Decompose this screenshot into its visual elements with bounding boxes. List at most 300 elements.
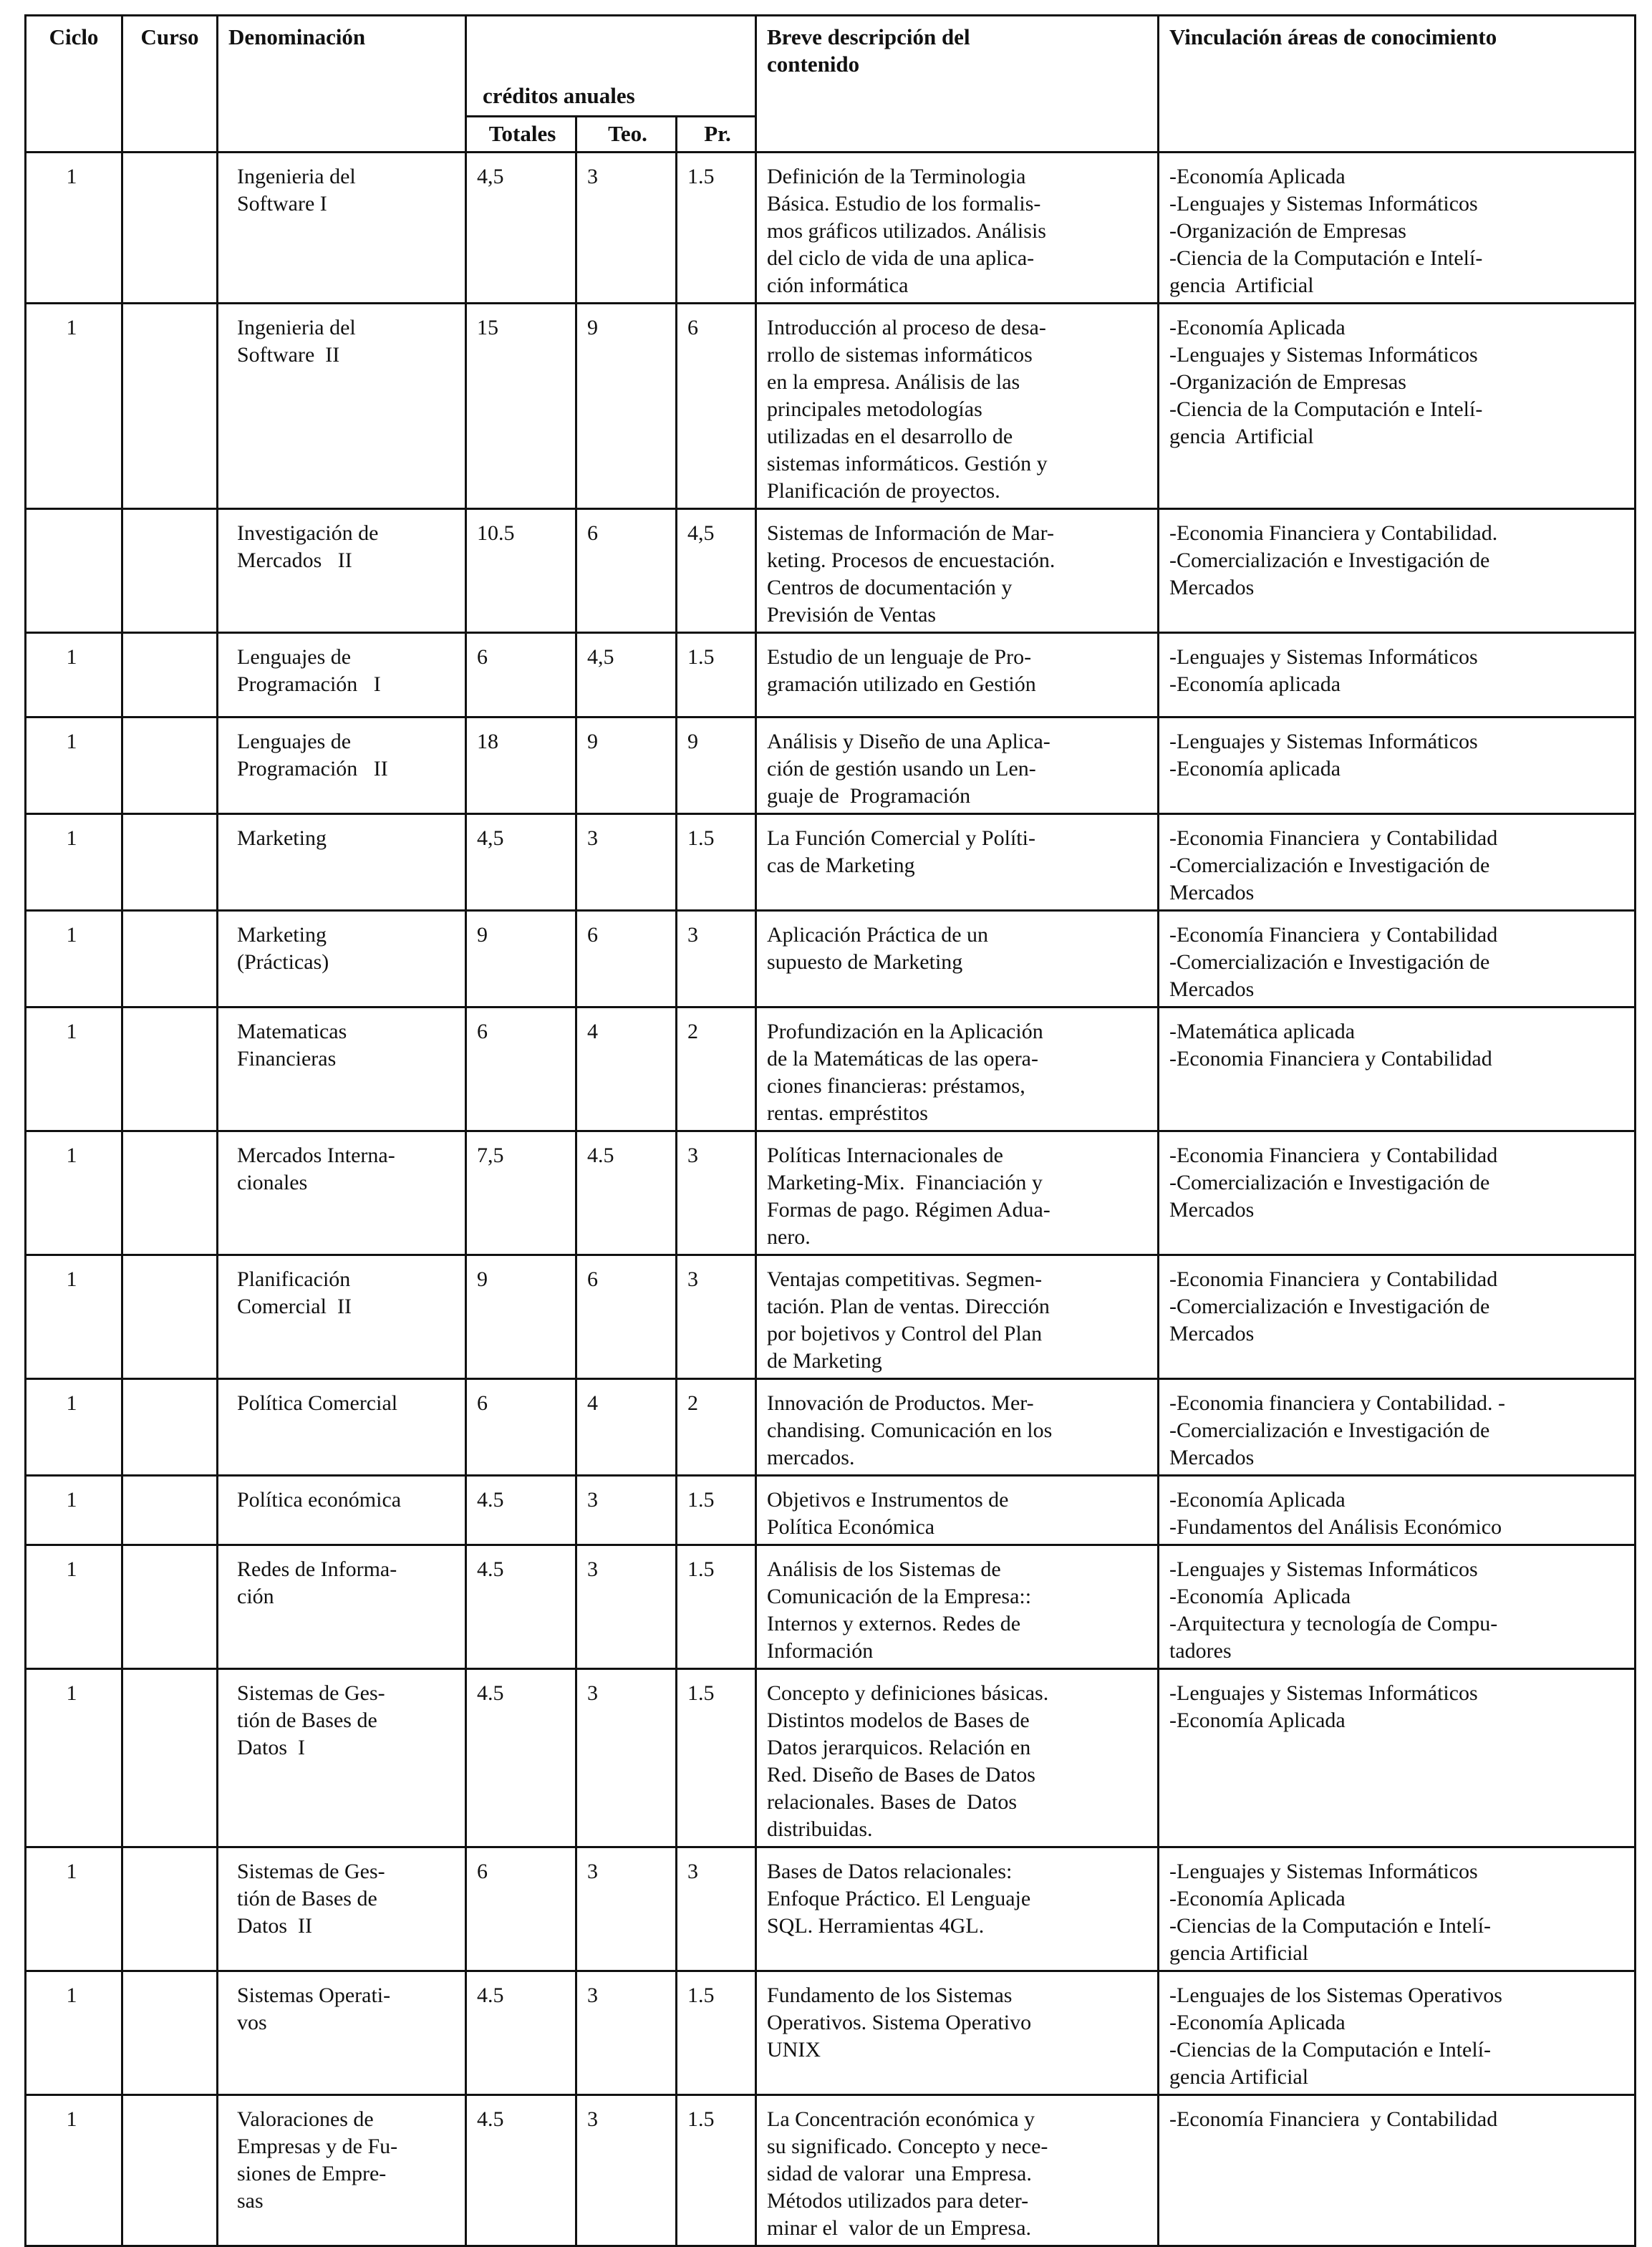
vinculacion-cell-line: -Economía Aplicada — [1169, 2011, 1346, 2034]
table-row — [26, 717, 1636, 814]
denominacion-cell-line: Empresas y de Fu- — [237, 2135, 398, 2158]
header-teo: Teo. — [576, 117, 677, 153]
creditos-pr-cell: 4,5 — [677, 509, 756, 633]
denominacion-cell-line: Software II — [237, 343, 340, 367]
creditos-teo-cell: 6 — [576, 911, 677, 1007]
creditos-teo-cell: 3 — [576, 2095, 677, 2246]
vinculacion-cell-line: -Comercialización e Investigación de — [1169, 1419, 1490, 1442]
descripcion-cell — [756, 1255, 1159, 1379]
curso-cell — [122, 1545, 218, 1669]
vinculacion-cell-line: -Economía Aplicada — [1169, 1709, 1346, 1732]
vinculacion-cell-line: -Comercialización e Investigación de — [1169, 854, 1490, 877]
denominacion-cell-line: cionales — [237, 1171, 308, 1194]
denominacion-cell — [218, 304, 466, 509]
descripcion-cell-line: tación. Plan de ventas. Dirección — [767, 1295, 1050, 1318]
descripcion-cell-line: Marketing-Mix. Financiación y — [767, 1171, 1043, 1194]
denominacion-cell — [218, 814, 466, 911]
denominacion-cell-line: ción — [237, 1585, 274, 1608]
descripcion-cell-line: Comunicación de la Empresa:: — [767, 1585, 1032, 1608]
vinculacion-cell-line: -Economia Financiera y Contabilidad — [1169, 1047, 1492, 1071]
table-row — [26, 911, 1636, 1007]
table-row — [26, 1545, 1636, 1669]
vinculacion-cell — [1159, 1545, 1636, 1669]
denominacion-cell-line: Programación II — [237, 757, 388, 781]
ciclo-cell: 1 — [26, 1007, 122, 1131]
vinculacion-cell-line: tadores — [1169, 1639, 1232, 1663]
denominacion-cell — [218, 2095, 466, 2246]
ciclo-cell: 1 — [26, 304, 122, 509]
descripcion-cell-line: Planificación de proyectos. — [767, 479, 1000, 503]
denominacion-cell — [218, 1847, 466, 1971]
table-header — [26, 16, 1636, 153]
creditos-pr-cell: 2 — [677, 1007, 756, 1131]
creditos-totales-cell: 18 — [466, 717, 576, 814]
denominacion-cell-line: siones de Empre- — [237, 2162, 387, 2185]
descripcion-cell — [756, 1847, 1159, 1971]
denominacion-cell — [218, 633, 466, 717]
denominacion-cell-line: Ingenieria del — [237, 165, 356, 188]
creditos-teo-cell: 3 — [576, 153, 677, 304]
header-vinculacion: Vinculación áreas de conocimiento — [1159, 16, 1636, 153]
denominacion-cell — [218, 153, 466, 304]
header-denominacion: Denominación — [218, 16, 466, 153]
creditos-pr-cell: 1.5 — [677, 633, 756, 717]
vinculacion-cell-line: -Comercialización e Investigación de — [1169, 549, 1490, 572]
ciclo-cell: 1 — [26, 2095, 122, 2246]
vinculacion-cell-line: -Economia Financiera y Contabilidad — [1169, 826, 1498, 850]
vinculacion-cell-line: -Comercialización e Investigación de — [1169, 950, 1490, 974]
vinculacion-cell-line: Mercados — [1169, 977, 1255, 1001]
creditos-pr-cell: 2 — [677, 1379, 756, 1476]
descripcion-cell-line: mercados. — [767, 1446, 855, 1469]
descripcion-cell-line: Introducción al proceso de desa- — [767, 316, 1046, 339]
vinculacion-cell — [1159, 1476, 1636, 1545]
table-row — [26, 1669, 1636, 1847]
vinculacion-cell-line: gencia Artificial — [1169, 274, 1314, 297]
descripcion-cell-line: minar el valor de un Empresa. — [767, 2216, 1032, 2240]
descripcion-cell-line: utilizadas en el desarrollo de — [767, 425, 1013, 448]
descripcion-cell — [756, 1971, 1159, 2095]
creditos-teo-cell: 3 — [576, 1476, 677, 1545]
creditos-totales-cell: 4.5 — [466, 1476, 576, 1545]
descripcion-cell-line: distribuidas. — [767, 1817, 873, 1841]
descripcion-cell-line: Bases de Datos relacionales: — [767, 1860, 1013, 1883]
descripcion-cell — [756, 633, 1159, 717]
vinculacion-cell-line: -Ciencia de la Computación e Intelí- — [1169, 397, 1483, 421]
denominacion-cell-line: Redes de Informa- — [237, 1557, 397, 1581]
vinculacion-cell-line: Mercados — [1169, 1446, 1255, 1469]
descripcion-cell-line: Políticas Internacionales de — [767, 1144, 1003, 1167]
header-descripcion-line: contenido — [767, 52, 860, 77]
descripcion-cell-line: supuesto de Marketing — [767, 950, 963, 974]
descripcion-cell-line: Métodos utilizados para deter- — [767, 2189, 1029, 2213]
descripcion-cell — [756, 153, 1159, 304]
creditos-pr-cell: 3 — [677, 1255, 756, 1379]
vinculacion-cell-line: -Lenguajes y Sistemas Informáticos — [1169, 192, 1478, 216]
denominacion-cell — [218, 1255, 466, 1379]
descripcion-cell — [756, 911, 1159, 1007]
descripcion-cell-line: SQL. Herramientas 4GL. — [767, 1914, 985, 1938]
ciclo-cell: 1 — [26, 1476, 122, 1545]
vinculacion-cell-line: Mercados — [1169, 576, 1255, 599]
vinculacion-cell-line: -Ciencias de la Computación e Intelí- — [1169, 2038, 1492, 2062]
vinculacion-cell — [1159, 2095, 1636, 2246]
descripcion-cell-line: Estudio de un lenguaje de Pro- — [767, 645, 1032, 669]
descripcion-cell-line: Operativos. Sistema Operativo — [767, 2011, 1032, 2034]
descripcion-cell-line: gramación utilizado en Gestión — [767, 672, 1036, 696]
creditos-totales-cell: 6 — [466, 1007, 576, 1131]
descripcion-cell-line: Análisis de los Sistemas de — [767, 1557, 1001, 1581]
vinculacion-cell-line: Mercados — [1169, 1198, 1255, 1222]
descripcion-cell-line: de la Matemáticas de las opera- — [767, 1047, 1038, 1071]
curso-cell — [122, 1255, 218, 1379]
creditos-pr-cell: 1.5 — [677, 153, 756, 304]
vinculacion-cell-line: -Economía aplicada — [1169, 672, 1341, 696]
ciclo-cell: 1 — [26, 1131, 122, 1255]
creditos-teo-cell: 6 — [576, 1255, 677, 1379]
vinculacion-cell-line: -Economía Financiera y Contabilidad — [1169, 2107, 1498, 2131]
descripcion-cell-line: Definición de la Terminologia — [767, 165, 1026, 188]
creditos-pr-cell: 6 — [677, 304, 756, 509]
denominacion-cell — [218, 911, 466, 1007]
descripcion-cell-line: nero. — [767, 1225, 811, 1249]
header-descripcion — [756, 16, 1159, 153]
ciclo-cell: 1 — [26, 1847, 122, 1971]
descripcion-cell-line: Sistemas de Información de Mar- — [767, 521, 1054, 545]
table-row — [26, 2095, 1636, 2246]
ciclo-cell: 1 — [26, 153, 122, 304]
table-row — [26, 304, 1636, 509]
denominacion-cell-line: sas — [237, 2189, 264, 2213]
vinculacion-cell-line: -Economía Financiera y Contabilidad — [1169, 923, 1498, 947]
vinculacion-cell-line: -Lenguajes de los Sistemas Operativos — [1169, 1983, 1502, 2007]
descripcion-cell-line: Internos y externos. Redes de — [767, 1612, 1021, 1635]
descripcion-cell-line: Enfoque Práctico. El Lenguaje — [767, 1887, 1031, 1910]
descripcion-cell — [756, 1007, 1159, 1131]
descripcion-cell-line: relacionales. Bases de Datos — [767, 1790, 1018, 1814]
descripcion-cell-line: chandising. Comunicación en los — [767, 1419, 1053, 1442]
header-pr: Pr. — [677, 117, 756, 153]
creditos-totales-cell: 4.5 — [466, 1545, 576, 1669]
creditos-teo-cell: 3 — [576, 1545, 677, 1669]
table-row — [26, 1971, 1636, 2095]
curso-cell — [122, 2095, 218, 2246]
vinculacion-cell — [1159, 717, 1636, 814]
creditos-pr-cell: 1.5 — [677, 814, 756, 911]
denominacion-cell — [218, 1131, 466, 1255]
vinculacion-cell-line: -Organización de Empresas — [1169, 219, 1406, 243]
ciclo-cell: 1 — [26, 717, 122, 814]
vinculacion-cell-line: -Lenguajes y Sistemas Informáticos — [1169, 1557, 1478, 1581]
descripcion-cell-line: Previsión de Ventas — [767, 603, 937, 627]
descripcion-cell-line: rentas. empréstitos — [767, 1101, 928, 1125]
descripcion-cell — [756, 814, 1159, 911]
descripcion-cell-line: Información — [767, 1639, 874, 1663]
curso-cell — [122, 1131, 218, 1255]
vinculacion-cell-line: -Lenguajes y Sistemas Informáticos — [1169, 343, 1478, 367]
vinculacion-cell-line: -Economía aplicada — [1169, 757, 1341, 781]
curso-cell — [122, 1669, 218, 1847]
denominacion-cell-line: Lenguajes de — [237, 730, 352, 753]
vinculacion-cell — [1159, 1255, 1636, 1379]
table-row — [26, 1255, 1636, 1379]
creditos-pr-cell: 1.5 — [677, 1669, 756, 1847]
descripcion-cell-line: Básica. Estudio de los formalis- — [767, 192, 1041, 216]
creditos-totales-cell: 6 — [466, 1847, 576, 1971]
creditos-teo-cell: 3 — [576, 1971, 677, 2095]
vinculacion-cell-line: -Economia Financiera y Contabilidad — [1169, 1144, 1498, 1167]
curso-cell — [122, 633, 218, 717]
descripcion-cell-line: Objetivos e Instrumentos de — [767, 1488, 1009, 1512]
denominacion-cell-line: Comercial II — [237, 1295, 352, 1318]
denominacion-cell-line: Sistemas de Ges- — [237, 1681, 385, 1705]
denominacion-cell — [218, 717, 466, 814]
curso-cell — [122, 1007, 218, 1131]
descripcion-cell — [756, 1131, 1159, 1255]
header-creditos-anuales: créditos anuales — [466, 16, 756, 117]
denominacion-cell-line: vos — [237, 2011, 267, 2034]
denominacion-cell-line: Mercados II — [237, 549, 352, 572]
creditos-pr-cell: 3 — [677, 1131, 756, 1255]
ciclo-cell: 1 — [26, 633, 122, 717]
curso-cell — [122, 1847, 218, 1971]
denominacion-cell — [218, 1379, 466, 1476]
descripcion-cell-line: guaje de Programación — [767, 784, 971, 808]
creditos-totales-cell: 4.5 — [466, 1669, 576, 1847]
header-ciclo: Ciclo — [26, 16, 122, 153]
vinculacion-cell — [1159, 153, 1636, 304]
vinculacion-cell-line: -Lenguajes y Sistemas Informáticos — [1169, 730, 1478, 753]
denominacion-cell-line: Lenguajes de — [237, 645, 352, 669]
vinculacion-cell-line: -Economia financiera y Contabilidad. - — [1169, 1391, 1505, 1415]
vinculacion-cell — [1159, 1669, 1636, 1847]
ciclo-cell: 1 — [26, 1255, 122, 1379]
vinculacion-cell-line: -Arquitectura y tecnología de Compu- — [1169, 1612, 1498, 1635]
creditos-teo-cell: 3 — [576, 1847, 677, 1971]
vinculacion-cell — [1159, 814, 1636, 911]
vinculacion-cell-line: -Economia Financiera y Contabilidad. — [1169, 521, 1498, 545]
denominacion-cell — [218, 1545, 466, 1669]
denominacion-cell — [218, 1007, 466, 1131]
descripcion-cell-line: por bojetivos y Control del Plan — [767, 1322, 1043, 1345]
creditos-teo-cell: 4,5 — [576, 633, 677, 717]
vinculacion-cell-line: -Economía Aplicada — [1169, 316, 1346, 339]
creditos-totales-cell: 4,5 — [466, 153, 576, 304]
descripcion-cell-line: Centros de documentación y — [767, 576, 1013, 599]
descripcion-cell — [756, 717, 1159, 814]
creditos-teo-cell: 9 — [576, 304, 677, 509]
descripcion-cell-line: Aplicación Práctica de un — [767, 923, 989, 947]
curso-cell — [122, 911, 218, 1007]
ciclo-cell: 1 — [26, 1669, 122, 1847]
descripcion-cell-line: Concepto y definiciones básicas. — [767, 1681, 1049, 1705]
table-row — [26, 1847, 1636, 1971]
descripcion-cell-line: rrollo de sistemas informáticos — [767, 343, 1033, 367]
curso-cell — [122, 1379, 218, 1476]
curriculum-table — [24, 14, 1636, 2247]
descripcion-cell-line: Distintos modelos de Bases de — [767, 1709, 1030, 1732]
descripcion-cell-line: Innovación de Productos. Mer- — [767, 1391, 1034, 1415]
denominacion-cell-line: Marketing — [237, 923, 327, 947]
vinculacion-cell-line: -Matemática aplicada — [1169, 1020, 1356, 1043]
descripcion-cell-line: ción de gestión usando un Len- — [767, 757, 1036, 781]
ciclo-cell: 1 — [26, 1971, 122, 2095]
descripcion-cell-line: Red. Diseño de Bases de Datos — [767, 1763, 1035, 1787]
table-body — [26, 153, 1636, 2246]
descripcion-cell-line: UNIX — [767, 2038, 821, 2062]
curso-cell — [122, 1971, 218, 2095]
creditos-teo-cell: 6 — [576, 509, 677, 633]
vinculacion-cell-line: -Economia Financiera y Contabilidad — [1169, 1267, 1498, 1291]
table-row — [26, 1131, 1636, 1255]
curso-cell — [122, 304, 218, 509]
vinculacion-cell — [1159, 509, 1636, 633]
header-descripcion-line: Breve descripción del — [767, 24, 970, 49]
vinculacion-cell-line: -Comercialización e Investigación de — [1169, 1295, 1490, 1318]
vinculacion-cell-line: Mercados — [1169, 881, 1255, 904]
vinculacion-cell-line: Mercados — [1169, 1322, 1255, 1345]
vinculacion-cell-line: -Economía Aplicada — [1169, 165, 1346, 188]
vinculacion-cell — [1159, 1847, 1636, 1971]
vinculacion-cell-line: gencia Artificial — [1169, 1941, 1309, 1965]
curso-cell — [122, 1476, 218, 1545]
vinculacion-cell-line: -Economía Aplicada — [1169, 1488, 1346, 1512]
descripcion-cell-line: ciones financieras: préstamos, — [767, 1074, 1025, 1098]
denominacion-cell-line: Política económica — [237, 1488, 402, 1512]
creditos-pr-cell: 9 — [677, 717, 756, 814]
creditos-totales-cell: 10.5 — [466, 509, 576, 633]
creditos-teo-cell: 3 — [576, 1669, 677, 1847]
descripcion-cell-line: sistemas informáticos. Gestión y — [767, 452, 1048, 475]
denominacion-cell-line: Sistemas de Ges- — [237, 1860, 385, 1883]
curso-cell — [122, 814, 218, 911]
vinculacion-cell — [1159, 911, 1636, 1007]
creditos-totales-cell: 15 — [466, 304, 576, 509]
vinculacion-cell-line: gencia Artificial — [1169, 2065, 1309, 2089]
vinculacion-cell-line: -Lenguajes y Sistemas Informáticos — [1169, 645, 1478, 669]
vinculacion-cell — [1159, 1379, 1636, 1476]
denominacion-cell-line: Datos II — [237, 1914, 312, 1938]
table-row — [26, 1476, 1636, 1545]
creditos-pr-cell: 1.5 — [677, 1971, 756, 2095]
denominacion-cell — [218, 1476, 466, 1545]
descripcion-cell-line: Análisis y Diseño de una Aplica- — [767, 730, 1050, 753]
vinculacion-cell-line: -Economía Aplicada — [1169, 1887, 1346, 1910]
creditos-totales-cell: 9 — [466, 1255, 576, 1379]
vinculacion-cell-line: -Ciencias de la Computación e Intelí- — [1169, 1914, 1492, 1938]
denominacion-cell-line: Planificación — [237, 1267, 351, 1291]
denominacion-cell-line: Valoraciones de — [237, 2107, 374, 2131]
descripcion-cell — [756, 1545, 1159, 1669]
denominacion-cell — [218, 1971, 466, 2095]
denominacion-cell-line: Marketing — [237, 826, 327, 850]
denominacion-cell-line: Investigación de — [237, 521, 379, 545]
descripcion-cell-line: de Marketing — [767, 1349, 882, 1373]
denominacion-cell-line: Matematicas — [237, 1020, 347, 1043]
vinculacion-cell — [1159, 1971, 1636, 2095]
vinculacion-cell-line: -Organización de Empresas — [1169, 370, 1406, 394]
creditos-pr-cell: 1.5 — [677, 2095, 756, 2246]
table-row — [26, 509, 1636, 633]
vinculacion-cell — [1159, 633, 1636, 717]
table-row — [26, 1007, 1636, 1131]
vinculacion-cell-line: -Comercialización e Investigación de — [1169, 1171, 1490, 1194]
creditos-totales-cell: 4,5 — [466, 814, 576, 911]
curso-cell — [122, 717, 218, 814]
vinculacion-cell-line: -Lenguajes y Sistemas Informáticos — [1169, 1681, 1478, 1705]
descripcion-cell — [756, 1379, 1159, 1476]
creditos-teo-cell: 3 — [576, 814, 677, 911]
denominacion-cell-line: tión de Bases de — [237, 1709, 377, 1732]
creditos-totales-cell: 6 — [466, 1379, 576, 1476]
descripcion-cell-line: en la empresa. Análisis de las — [767, 370, 1020, 394]
descripcion-cell-line: su significado. Concepto y nece- — [767, 2135, 1048, 2158]
denominacion-cell — [218, 509, 466, 633]
vinculacion-cell-line: -Fundamentos del Análisis Económico — [1169, 1515, 1502, 1539]
descripcion-cell-line: La Concentración económica y — [767, 2107, 1035, 2131]
creditos-teo-cell: 4 — [576, 1379, 677, 1476]
vinculacion-cell — [1159, 1131, 1636, 1255]
vinculacion-cell — [1159, 304, 1636, 509]
descripcion-cell-line: mos gráficos utilizados. Análisis — [767, 219, 1046, 243]
denominacion-cell-line: tión de Bases de — [237, 1887, 377, 1910]
descripcion-cell — [756, 509, 1159, 633]
denominacion-cell-line: Software I — [237, 192, 327, 216]
vinculacion-cell-line: gencia Artificial — [1169, 425, 1314, 448]
denominacion-cell-line: Mercados Interna- — [237, 1144, 395, 1167]
descripcion-cell-line: ción informática — [767, 274, 909, 297]
header-curso: Curso — [122, 16, 218, 153]
descripcion-cell-line: Ventajas competitivas. Segmen- — [767, 1267, 1043, 1291]
creditos-totales-cell: 9 — [466, 911, 576, 1007]
denominacion-cell-line: Financieras — [237, 1047, 337, 1071]
ciclo-cell: 1 — [26, 1545, 122, 1669]
ciclo-cell — [26, 509, 122, 633]
creditos-pr-cell: 1.5 — [677, 1545, 756, 1669]
curso-cell — [122, 153, 218, 304]
header-totales: Totales — [466, 117, 576, 153]
denominacion-cell-line: Ingenieria del — [237, 316, 356, 339]
creditos-teo-cell: 9 — [576, 717, 677, 814]
ciclo-cell: 1 — [26, 814, 122, 911]
creditos-totales-cell: 6 — [466, 633, 576, 717]
table-row — [26, 1379, 1636, 1476]
descripcion-cell-line: Política Económica — [767, 1515, 935, 1539]
descripcion-cell-line: Datos jerarquicos. Relación en — [767, 1736, 1031, 1759]
descripcion-cell-line: principales metodologías — [767, 397, 982, 421]
denominacion-cell — [218, 1669, 466, 1847]
ciclo-cell: 1 — [26, 911, 122, 1007]
creditos-totales-cell: 4.5 — [466, 1971, 576, 2095]
descripcion-cell-line: keting. Procesos de encuestación. — [767, 549, 1056, 572]
vinculacion-cell — [1159, 1007, 1636, 1131]
descripcion-cell-line: Profundización en la Aplicación — [767, 1020, 1043, 1043]
denominacion-cell-line: Datos I — [237, 1736, 305, 1759]
table-row — [26, 814, 1636, 911]
curso-cell — [122, 509, 218, 633]
descripcion-cell-line: del ciclo de vida de una aplica- — [767, 246, 1035, 270]
descripcion-cell-line: Formas de pago. Régimen Adua- — [767, 1198, 1050, 1222]
descripcion-cell-line: sidad de valorar una Empresa. — [767, 2162, 1032, 2185]
creditos-pr-cell: 1.5 — [677, 1476, 756, 1545]
descripcion-cell-line: cas de Marketing — [767, 854, 915, 877]
descripcion-cell-line: La Función Comercial y Políti- — [767, 826, 1035, 850]
denominacion-cell-line: (Prácticas) — [237, 950, 329, 974]
vinculacion-cell-line: -Economía Aplicada — [1169, 1585, 1351, 1608]
vinculacion-cell-line: -Lenguajes y Sistemas Informáticos — [1169, 1860, 1478, 1883]
denominacion-cell-line: Programación I — [237, 672, 381, 696]
descripcion-cell — [756, 304, 1159, 509]
